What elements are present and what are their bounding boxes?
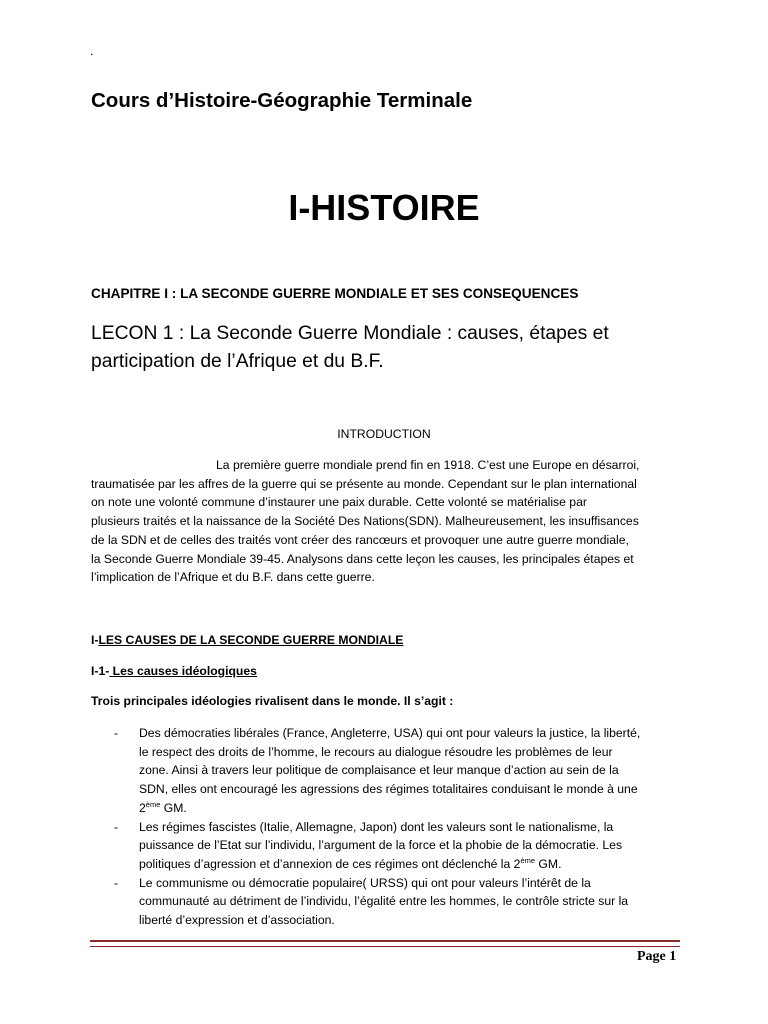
lesson-title	[91, 320, 691, 376]
list-item-line: SDN, elles ont encouragé les agressions des régimes totalitaires conduisant le monde à une	[139, 782, 638, 797]
page-number: Page 1	[637, 949, 677, 964]
line-text: politiques d’agression et d’annexion de ces régimes ont déclenché la 2	[139, 856, 521, 871]
list-item-line: Des démocraties libérales (France, Angleterre, USA) qui ont pour valeurs la justice, la liberté,	[139, 726, 641, 740]
section-number: I-	[91, 633, 99, 647]
ordinal-number: 2	[139, 800, 146, 815]
list-item-line: communauté au détriment de l’individu, l’égalité entre les hommes, le contrôle stricte sur la	[139, 894, 629, 909]
list-item-line: Les régimes fascistes (Italie, Allemagne, Japon) dont les valeurs sont le nationalisme, la	[139, 819, 614, 834]
introduction-heading: INTRODUCTION	[337, 427, 431, 441]
line-text: GM.	[535, 856, 562, 871]
list-item-line: liberté d’expression et d’association.	[139, 913, 335, 928]
list-item-line: zone. Ainsi à travers leur politique de complaisance et leur manque d’action au sein de la	[139, 763, 619, 778]
paragraph-line: l’implication de l’Afrique et du B.F. dans cette guerre.	[91, 570, 375, 585]
bullet-marker: -	[114, 819, 119, 834]
footer-divider	[90, 940, 680, 947]
subsection-title-text: Les causes idéologiques	[109, 664, 257, 678]
list-item-line: Le communisme ou démocratie populaire( URSS) qui ont pour valeurs l’intérêt de la	[139, 875, 591, 890]
paragraph-line: La première guerre mondiale prend fin en 1918. C’est une Europe en désarroi,	[216, 458, 640, 472]
course-title: Cours d’Histoire-Géographie Terminale	[91, 89, 473, 112]
bullet-list	[91, 724, 691, 930]
paragraph-line: de la SDN et de celles des traités vont créer des rancœurs et provoquer une autre guerre mondiale,	[91, 532, 629, 547]
bullet-marker: -	[114, 875, 119, 890]
list-item-line: le respect des droits de l’homme, le recours au dialogue résoudre les problèmes de leur	[139, 744, 613, 759]
header-marker: .	[90, 44, 94, 58]
bullet-marker: -	[114, 726, 119, 740]
subsection-number: I-1-	[91, 664, 110, 678]
list-item-line	[139, 799, 691, 818]
subsection-title	[91, 663, 257, 679]
lead-text: Trois principales idéologies rivalisent dans le monde. Il s’agit :	[91, 694, 454, 708]
ordinal-suffix: ème	[145, 799, 161, 809]
lesson-title-line: participation de l’Afrique et du B.F.	[91, 351, 384, 372]
introduction-paragraph	[91, 456, 685, 587]
part-title: I-HISTOIRE	[288, 187, 480, 228]
list-item	[91, 874, 691, 930]
line-text: GM.	[160, 800, 187, 815]
paragraph-line: traumatisée par les affres de la guerre qui se présente au monde. Cependant sur le plan international	[91, 476, 637, 491]
list-item-line	[139, 855, 691, 874]
section-title	[91, 632, 403, 648]
lesson-title-line: LECON 1 : La Seconde Guerre Mondiale : causes, étapes et	[91, 323, 609, 344]
list-item	[91, 818, 691, 874]
paragraph-line: plusieurs traités et la naissance de la Société Des Nations(SDN). Malheureusement, les insuffisances	[91, 514, 639, 529]
section-title-text: LES CAUSES DE LA SECONDE GUERRE MONDIALE	[98, 633, 404, 647]
ordinal-suffix: ème	[520, 855, 536, 865]
chapter-title: CHAPITRE I : LA SECONDE GUERRE MONDIALE ET SES CONSEQUENCES	[91, 286, 579, 301]
list-item-line: puissance de l’Etat sur l’individu, l’argument de la force et la phobie de la démocratie. Les	[139, 838, 623, 853]
paragraph-line: on note une volonté commune d’instaurer une paix durable. Cette volonté se matérialise par	[91, 495, 587, 510]
paragraph-line: la Seconde Guerre Mondiale 39-45. Analysons dans cette leçon les causes, les principales étapes et	[91, 551, 634, 566]
list-item	[91, 724, 691, 818]
